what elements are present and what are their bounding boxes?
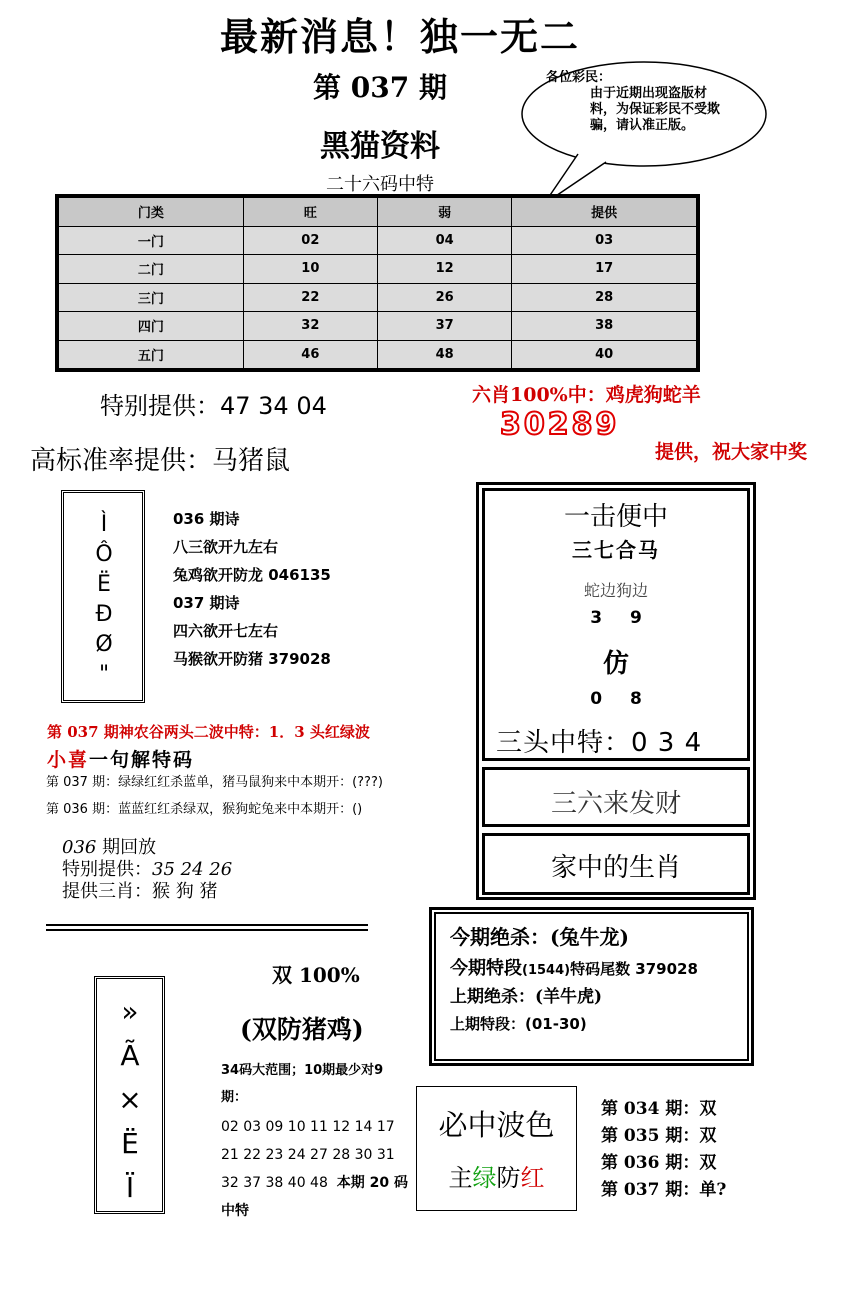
kill-line-1: 今期绝杀：(兔牛龙) — [450, 925, 629, 949]
poem-lines — [173, 505, 331, 673]
table-cell: 五门 — [59, 340, 244, 369]
jiazhong-line: 家中的生肖 — [550, 853, 681, 883]
review-three — [62, 881, 232, 903]
number-table — [55, 194, 700, 372]
table-header-cell: 弱 — [377, 198, 511, 227]
table-row — [59, 340, 697, 369]
table-cell: 02 — [243, 226, 377, 255]
review-three-xiao: 猴 狗 猪 — [152, 881, 218, 902]
wave-red: 红 — [520, 1164, 545, 1192]
bubble-greeting: 各位彩民： — [546, 70, 612, 85]
divider — [46, 924, 368, 926]
glyph: " — [98, 662, 110, 687]
wave-fang: 防 — [496, 1164, 521, 1192]
kill-line-3: 上期绝杀：(羊牛虎) — [450, 987, 603, 1007]
fang-label: 仿 — [602, 649, 629, 679]
table-cell: 28 — [512, 283, 697, 312]
review-title-rest: 期回放 — [96, 837, 157, 858]
table-cell: 40 — [512, 340, 697, 369]
bubble-body: 由于近期出现盗版材料，为保证彩民不受欺骗，请认准正版。 — [590, 86, 721, 133]
glyph: Ã — [120, 1039, 140, 1072]
period-line: 第 034 期：双 — [601, 1099, 717, 1119]
shuang-fang: (双防猪鸡) — [240, 1015, 364, 1044]
poem-line: 036 期诗 — [173, 510, 240, 528]
page-title: 最新消息！独一无二 — [219, 14, 580, 59]
period-list — [601, 1096, 726, 1204]
issue-number: 第 037 期 — [313, 71, 447, 104]
table-cell: 17 — [512, 255, 697, 284]
high-standard-line: 高标准率提供：马猪鼠 — [30, 446, 291, 476]
kill-line-2a: 今期特段 — [450, 958, 522, 979]
yiji-title: 一击便中 — [563, 502, 668, 532]
kill-line-2c: 特码尾数 379028 — [570, 960, 698, 978]
review-special-label: 特别提供： — [62, 859, 152, 880]
range-number-list: 02 03 09 10 11 12 14 17 21 22 23 24 27 28 30 31 32 37 38 40 48 — [221, 1119, 395, 1191]
poem-line: 八三欲开九左右 — [173, 538, 279, 556]
glyph: » — [121, 995, 139, 1028]
table-caption: 二十六码中特 — [326, 174, 434, 195]
table-cell: 04 — [377, 226, 511, 255]
wave-sub — [416, 1158, 577, 1193]
table-header-cell: 提供 — [512, 198, 697, 227]
table-cell: 38 — [512, 312, 697, 341]
table-cell: 48 — [377, 340, 511, 369]
table-cell: 26 — [377, 283, 511, 312]
shebian-line: 蛇边狗边 — [583, 581, 648, 600]
glyph: Ô — [95, 542, 113, 567]
kill-line-4: 上期特段：(01-30) — [450, 1015, 587, 1033]
numbers-39: 3 9 — [590, 608, 642, 628]
wave-main: 主 — [448, 1164, 473, 1192]
table-row — [59, 283, 697, 312]
santou-line: 三头中特：0 3 4 — [496, 728, 703, 758]
glyph: Ø — [95, 632, 113, 657]
table-header-cell: 门类 — [59, 198, 244, 227]
divider — [46, 929, 368, 931]
sanliu-line: 三六来发财 — [550, 789, 681, 819]
kill-line-2 — [450, 954, 698, 980]
table-row — [59, 312, 697, 341]
double-glyph-column — [100, 990, 160, 1210]
red-number: 30289 — [500, 407, 620, 442]
xiaoxi-red: 小喜 — [47, 749, 90, 771]
xiaoxi-black: 一句解特码 — [89, 749, 195, 771]
special-provide: 特别提供：47 34 04 — [100, 392, 327, 420]
brand-title: 黑猫资料 — [320, 129, 440, 164]
table-cell: 22 — [243, 283, 377, 312]
glyph: Ï — [125, 1171, 135, 1204]
table-cell: 46 — [243, 340, 377, 369]
kill-line-2b: (1544) — [522, 963, 571, 978]
table-header-cell: 旺 — [243, 198, 377, 227]
table-cell: 03 — [512, 226, 697, 255]
range-text: 34码大范围；10期最少对9期： — [221, 1063, 384, 1105]
table-cell: 10 — [243, 255, 377, 284]
review-title — [62, 837, 232, 859]
sanqi-line: 三七合马 — [572, 538, 660, 562]
table-cell: 四门 — [59, 312, 244, 341]
table-cell: 一门 — [59, 226, 244, 255]
bubble-text — [546, 70, 732, 154]
wave-green: 绿 — [472, 1164, 497, 1192]
red-provide: 提供，祝大家中奖 — [655, 441, 808, 463]
review-block — [62, 837, 232, 903]
review-three-label: 提供三肖： — [62, 881, 152, 902]
period-line: 第 035 期：双 — [601, 1126, 717, 1146]
wave-title: 必中波色 — [438, 1108, 555, 1142]
poem-line: 马猴欲开防猪 379028 — [173, 650, 331, 668]
table-cell: 三门 — [59, 283, 244, 312]
shuang-100: 双 100% — [272, 963, 360, 987]
glyph: Ë — [121, 1127, 139, 1160]
poem-glyph-column — [84, 510, 124, 690]
range-tail: 本期 20 码中特 — [221, 1175, 409, 1219]
table-row — [59, 255, 697, 284]
riddle-036: 第 036 期：蓝蓝红红杀绿双，猴狗蛇兔来中本期开：() — [46, 802, 363, 817]
period-line: 第 037 期：单? — [601, 1180, 727, 1200]
glyph: Ë — [97, 572, 111, 597]
table-cell: 32 — [243, 312, 377, 341]
glyph: × — [118, 1083, 142, 1116]
poem-line: 四六欲开七左右 — [173, 622, 279, 640]
xiaoxi-heading — [47, 745, 194, 772]
table-cell: 37 — [377, 312, 511, 341]
table-row — [59, 226, 697, 255]
numbers-08: 0 8 — [590, 689, 642, 709]
range-numbers — [221, 1113, 411, 1225]
review-special — [62, 859, 232, 881]
table-header-row — [59, 198, 697, 227]
shennong-line: 第 037 期神农谷两头二波中特：1．3 头红绿波 — [47, 723, 370, 741]
poem-line: 037 期诗 — [173, 594, 240, 612]
glyph: Ð — [95, 602, 113, 627]
review-issue-num: 036 — [62, 837, 97, 858]
poem-line: 兔鸡欲开防龙 046135 — [173, 566, 331, 584]
table-cell: 12 — [377, 255, 511, 284]
riddle-037: 第 037 期：绿绿红红杀蓝单，猪马鼠狗来中本期开：(???) — [46, 775, 383, 790]
period-line: 第 036 期：双 — [601, 1153, 717, 1173]
table-cell: 二门 — [59, 255, 244, 284]
six-xiao-line: 六肖100%中：鸡虎狗蛇羊 — [472, 384, 701, 406]
glyph: Ì — [100, 512, 108, 537]
review-special-nums: 35 24 26 — [152, 859, 233, 880]
